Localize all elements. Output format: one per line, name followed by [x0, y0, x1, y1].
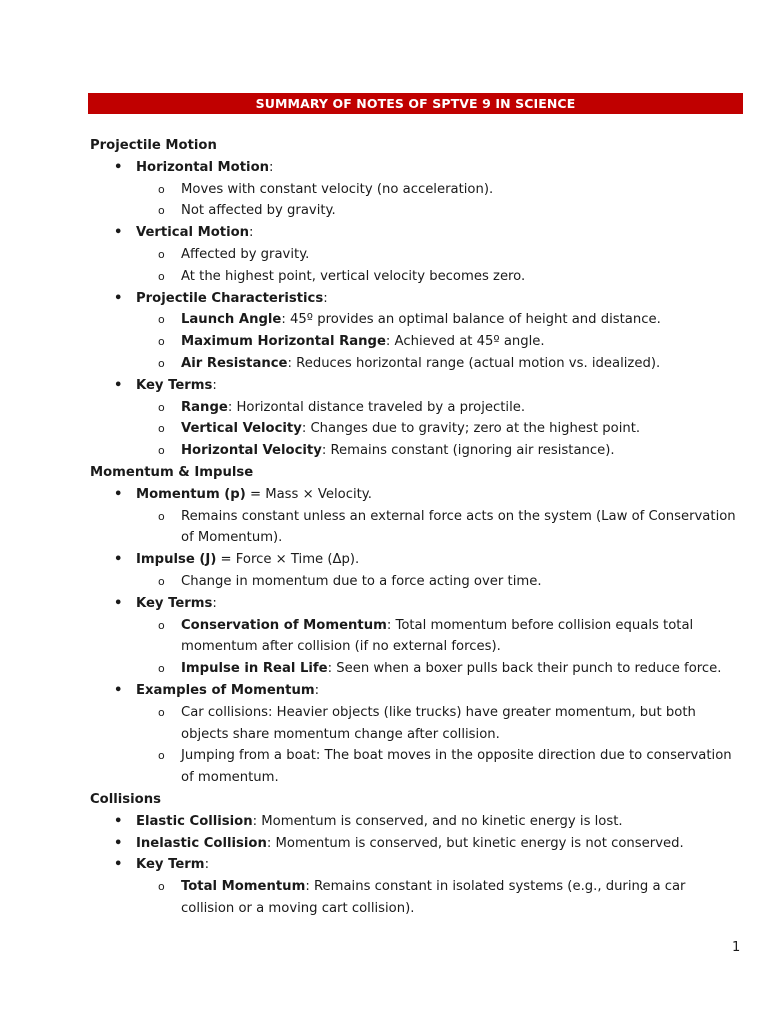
circle-bullet-icon: o — [158, 335, 165, 349]
item-term: Impulse (J) — [136, 552, 217, 568]
sub-list — [136, 506, 740, 550]
sub-item-term: Vertical Velocity — [181, 421, 302, 437]
sub-list-item — [136, 658, 740, 680]
list-item — [90, 593, 740, 680]
item-description: : — [269, 159, 274, 175]
sub-item-description: : Remains constant (ignoring air resistance). — [321, 443, 615, 459]
sub-item-description: : Achieved at 45º angle. — [385, 334, 545, 350]
item-term: Elastic Collision — [136, 813, 253, 829]
circle-bullet-icon: o — [158, 662, 165, 676]
section-heading: Collisions — [90, 791, 161, 807]
item-description: : Momentum is conserved, but kinetic energy is not conserved. — [266, 835, 684, 851]
sub-item-description: Affected by gravity. — [181, 246, 310, 262]
item-description: : — [323, 290, 328, 306]
sub-item-description: Change in momentum due to a force acting over time. — [181, 573, 542, 589]
section-list — [90, 484, 740, 789]
sub-item-description: : Remains constant in isolated systems (e.g., during a car collision or a moving cart collision). — [181, 879, 686, 916]
circle-bullet-icon: o — [158, 182, 165, 196]
notes-body — [90, 135, 740, 920]
sub-list-item — [136, 506, 740, 550]
circle-bullet-icon: o — [158, 400, 165, 414]
sub-list-item — [136, 571, 740, 593]
item-term: Inelastic Collision — [136, 835, 267, 851]
bullet-icon: • — [114, 486, 123, 502]
sub-list — [136, 615, 740, 680]
bullet-icon: • — [114, 595, 123, 611]
sub-list-item — [136, 331, 740, 353]
item-term: Vertical Motion — [136, 225, 250, 241]
sub-list-item — [136, 244, 740, 266]
item-description: : — [249, 225, 254, 241]
circle-bullet-icon: o — [158, 574, 165, 588]
item-description: : — [204, 857, 210, 873]
bullet-icon: • — [114, 813, 123, 829]
circle-bullet-icon: o — [158, 313, 165, 327]
sub-item-description: Jumping from a boat: The boat moves in the opposite direction due to conservation of momentum. — [181, 748, 732, 786]
item-term: Key Terms — [136, 377, 213, 393]
circle-bullet-icon: o — [158, 356, 165, 370]
sub-list-item — [136, 179, 740, 201]
section-heading: Projectile Motion — [90, 138, 217, 153]
item-description: = Force × Time (Δp). — [216, 552, 360, 568]
item-term: Key Term — [136, 857, 205, 873]
circle-bullet-icon: o — [158, 509, 165, 523]
circle-bullet-icon: o — [158, 618, 165, 632]
sub-list-item — [136, 418, 740, 440]
sub-item-description: Not affected by gravity. — [181, 203, 336, 219]
sub-item-term: Air Resistance — [181, 355, 288, 371]
circle-bullet-icon: o — [158, 422, 165, 436]
sub-item-term: Launch Angle — [181, 312, 282, 328]
sub-item-description: : Seen when a boxer pulls back their punch to reduce force. — [327, 661, 722, 677]
list-item — [90, 288, 740, 375]
item-description: : — [212, 595, 217, 611]
circle-bullet-icon: o — [158, 204, 165, 218]
sub-list-item — [136, 876, 740, 920]
bullet-icon: • — [114, 225, 123, 241]
bullet-icon: • — [114, 552, 123, 568]
circle-bullet-icon: o — [158, 749, 165, 763]
item-term: Projectile Characteristics — [136, 290, 324, 306]
sub-list-item — [136, 309, 740, 331]
sub-list-item — [136, 353, 740, 375]
list-item — [90, 549, 740, 593]
sub-item-term: Horizontal Velocity — [181, 443, 322, 459]
sub-list-item — [136, 745, 740, 789]
circle-bullet-icon: o — [158, 444, 165, 458]
item-term: Examples of Momentum — [136, 682, 315, 698]
bullet-icon: • — [114, 835, 123, 851]
document-title: SUMMARY OF NOTES OF SPTVE 9 IN SCIENCE — [255, 96, 576, 111]
circle-bullet-icon: o — [158, 705, 165, 719]
list-item — [90, 222, 740, 287]
sub-item-description: Moves with constant velocity (no acceleration). — [181, 181, 494, 197]
item-description: = Mass × Velocity. — [245, 486, 372, 502]
sub-list — [136, 309, 740, 374]
sub-list-item — [136, 702, 740, 746]
circle-bullet-icon: o — [158, 247, 165, 261]
list-item — [90, 854, 740, 919]
document-title-banner — [88, 93, 743, 114]
sub-item-description: : Changes due to gravity; zero at the highest point. — [301, 421, 641, 437]
sub-list-item — [136, 397, 740, 419]
sub-item-description: : Horizontal distance traveled by a projectile. — [227, 399, 526, 415]
circle-bullet-icon: o — [158, 269, 165, 283]
bullet-icon: • — [114, 159, 123, 175]
sub-list-item — [136, 615, 740, 659]
sub-item-term: Conservation of Momentum — [181, 617, 387, 633]
sub-item-term: Total Momentum — [181, 879, 306, 895]
list-item — [90, 484, 740, 549]
section-heading: Momentum & Impulse — [90, 464, 254, 480]
list-item — [90, 833, 740, 855]
sub-item-description: : Reduces horizontal range (actual motion vs. idealized). — [287, 355, 661, 371]
item-description: : Momentum is conserved, and no kinetic energy is lost. — [252, 813, 623, 829]
list-item — [90, 680, 740, 789]
sub-item-description: : Total momentum before collision equals total momentum after collision (if no external forces). — [181, 617, 694, 655]
sub-list — [136, 571, 740, 593]
sub-item-description: At the highest point, vertical velocity becomes zero. — [181, 268, 526, 284]
sub-item-term: Range — [181, 399, 228, 415]
sub-item-term: Impulse in Real Life — [181, 661, 328, 677]
sub-item-term: Maximum Horizontal Range — [181, 334, 386, 350]
section-list — [90, 811, 740, 920]
section-list — [90, 157, 740, 462]
sub-list — [136, 702, 740, 789]
item-description: : — [212, 377, 217, 393]
item-term: Momentum (p) — [136, 486, 246, 502]
sub-list-item — [136, 440, 740, 462]
circle-bullet-icon: o — [158, 880, 165, 894]
sub-list — [136, 179, 740, 223]
sub-list — [136, 876, 740, 920]
list-item — [90, 811, 740, 833]
sub-list — [136, 244, 740, 288]
list-item — [90, 375, 740, 462]
sub-item-description: Car collisions: Heavier objects (like trucks) have greater momentum, but both objects share momentum change after collision. — [181, 704, 696, 742]
item-term: Key Terms — [136, 595, 213, 611]
sub-item-description: Remains constant unless an external force acts on the system (Law of Conservation of Momentum). — [181, 508, 736, 546]
bullet-icon: • — [114, 377, 123, 393]
sub-list-item — [136, 266, 740, 288]
sub-list-item — [136, 200, 740, 222]
bullet-icon: • — [114, 682, 123, 698]
page-number: 1 — [732, 940, 741, 955]
sub-item-description: : 45º provides an optimal balance of height and distance. — [281, 312, 661, 328]
item-term: Horizontal Motion — [136, 159, 270, 175]
list-item — [90, 157, 740, 222]
bullet-icon: • — [114, 857, 123, 873]
bullet-icon: • — [114, 290, 123, 306]
item-description: : — [314, 682, 320, 698]
sub-list — [136, 397, 740, 462]
